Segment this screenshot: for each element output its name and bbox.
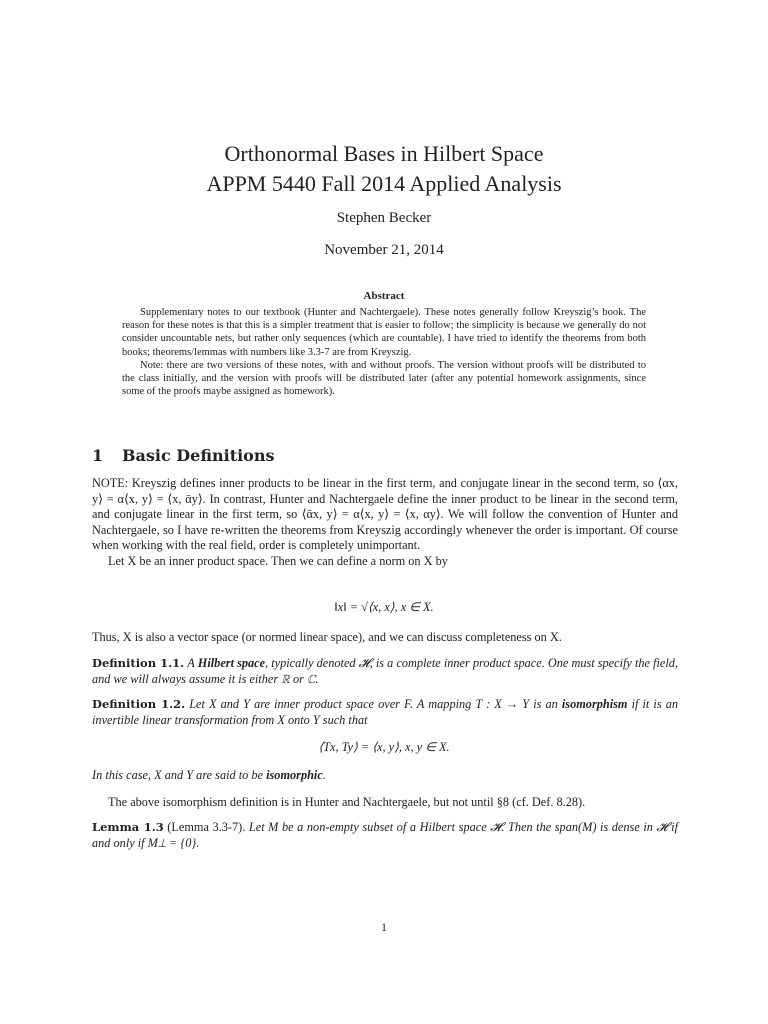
abstract-paragraph-2: Note: there are two versions of these notes, with and without proofs. The version without proofs will be distributed to the class initially, and the version with proofs will be distributed later (after any potential homework assignments, since some of the proofs maybe assigned as homework). [122,359,646,398]
isomorphic-pre: In this case, X and Y are said to be [92,768,264,782]
abstract-body [122,306,646,398]
remark-text: The above isomorphism definition is in Hunter and Nachtergaele, but not until §8 (cf. Def. 8.28). [108,795,586,809]
section-number: 1 [92,446,104,465]
thus-paragraph [92,630,678,646]
abstract-heading: Abstract [363,290,405,302]
definition-1-1-heading: Definition 1.1. [92,656,185,670]
definition-1-1-post: , typically denoted 𝓗, is a complete inner product space. One must specify the field, and we will always assume it is either ℝ or ℂ. [92,656,678,686]
isometry-equation: ⟨Tx, Ty⟩ = ⟨x, y⟩, x, y ∈ X. [318,740,450,754]
definition-1-1-pre: A [187,656,195,670]
note-text: NOTE: Kreyszig defines inner products to be linear in the first term, and conjugate linear in the second term, so ⟨αx, y⟩ = α⟨x, y⟩ = ⟨x, ᾱy⟩. In contrast, Hunter and Nachtergaele define the inner product to be linear in the second term, and conjugate linear in the first term, so ⟨ᾱx, y⟩ = α⟨x, y⟩ = ⟨x, αy⟩. We will follow the convention of Hunter and Nachtergaele, so I have re-written the theorems from Kreyszig accordingly whenever the order is important. Of course when working with the real field, order is completely unimportant. [92,476,678,552]
lemma-1-3 [92,820,678,851]
isomorphic-term: isomorphic [266,768,323,782]
paper-title-line2: APPM 5440 Fall 2014 Applied Analysis [206,171,562,196]
thus-text: Thus, X is also a vector space (or normed linear space), and we can discuss completeness on X. [92,630,562,644]
page-number: 1 [381,920,387,934]
definition-1-1-term: Hilbert space [197,656,266,670]
paper-title-line1: Orthonormal Bases in Hilbert Space [224,141,544,166]
let-text: Let X be an inner product space. Then we can define a norm on X by [108,553,448,568]
definition-1-1 [92,656,678,687]
abstract-paragraph-1: Supplementary notes to our textbook (Hunter and Nachtergaele). These notes generally follow Kreyszig’s book. The reason for these notes is that this is a simpler treatment that is easier to follow; the simplicity is because we generally do not consider uncountable nets, but rather only sequences (which are countable). I have tried to identify the theorems from both books; theorems/lemmas with numbers like 3.3-7 are from Kreyszig. [122,307,646,358]
definition-1-2-term: isomorphism [561,697,628,711]
section-title: Basic Definitions [122,446,275,465]
remark-paragraph [92,795,678,811]
lemma-1-3-reference: (Lemma 3.3-7). [167,820,246,834]
note-paragraph [92,476,678,569]
lemma-1-3-body: Let M be a non-empty subset of a Hilbert space 𝓗. Then the span(M) is dense in 𝓗 if and only if M⊥ = {0}. [92,820,679,850]
isomorphic-sentence [92,768,678,784]
section-heading [92,446,274,465]
definition-1-2 [92,697,678,728]
norm-equation: ‖x‖ = √⟨x, x⟩, x ∈ X. [334,600,434,614]
definition-1-2-heading: Definition 1.2. [92,697,186,711]
isomorphic-post: . [322,768,326,782]
author: Stephen Becker [336,210,432,226]
lemma-1-3-heading: Lemma 1.3 [92,820,164,834]
date: November 21, 2014 [324,242,444,258]
definition-1-2-post: if it is an invertible linear transformation from X onto Y such that [92,697,679,727]
definition-1-2-pre: Let X and Y are inner product space over F. A mapping T : X → Y is an [189,697,558,711]
